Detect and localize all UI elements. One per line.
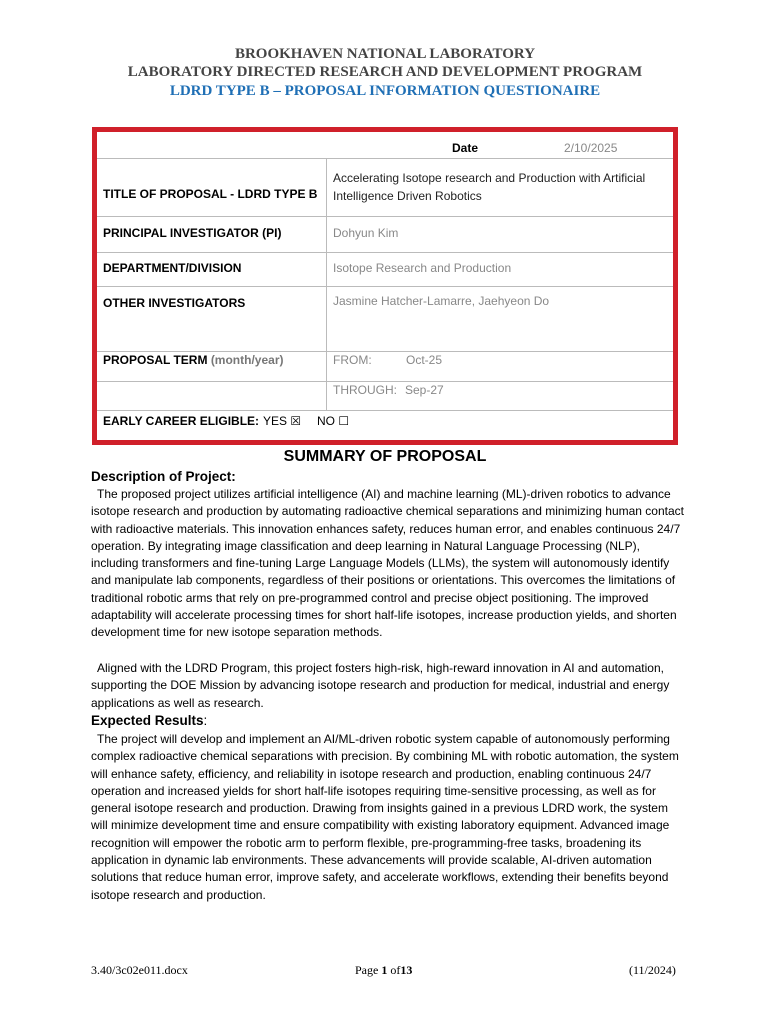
footer-page-number xyxy=(355,963,412,978)
page-of: of xyxy=(390,963,401,977)
header-program: LABORATORY DIRECTED RESEARCH AND DEVELOPMENT PROGRAM xyxy=(127,64,643,80)
footer-revision: (11/2024) xyxy=(629,963,676,977)
yes-label: YES xyxy=(263,414,288,428)
proposal-term-text: PROPOSAL TERM xyxy=(103,353,208,367)
title-label: TITLE OF PROPOSAL - LDRD TYPE B xyxy=(103,187,318,201)
row-divider xyxy=(97,158,673,159)
column-divider xyxy=(326,158,327,410)
summary-title: SUMMARY OF PROPOSAL xyxy=(283,448,487,465)
footer-doc-id: 3.40/3c02e011.docx xyxy=(91,963,188,977)
row-divider xyxy=(97,381,673,382)
header-form-title: LDRD TYPE B – PROPOSAL INFORMATION QUESTIONAIRE xyxy=(169,83,601,99)
term-from-value: Oct-25 xyxy=(406,353,443,367)
row-divider xyxy=(97,286,673,287)
no-label: NO xyxy=(317,414,335,428)
department-label: DEPARTMENT/DIVISION xyxy=(103,261,242,275)
row-divider xyxy=(97,351,673,352)
term-through-label: THROUGH: xyxy=(333,383,397,397)
description-paragraph-1: The proposed project utilizes artificial intelligence (AI) and machine learning (ML)-driven robotics to advance isotope research and production by automating radioactive chemical separations and minimizing human contact with radioactive materials. This innovation enhances safety, reduces human error, and enables continuous 24/7 operation. By integrating image classification and deep learning in Natural Language Processing (NLP), including transformers and fine-tuning Large Language Models (LLMs), the system will autonomously identify and manipulate lab components, regardless of their positions or orientations. This overcomes the limitations of traditional robotic arms that rely on pre-programmed control and precise object positioning. The improved adaptability will accelerate processing times for short half-life isotopes, increase production yields, and shorten development time for new isotope separation methods. xyxy=(91,487,684,640)
early-career-label: EARLY CAREER ELIGIBLE: xyxy=(103,414,260,428)
row-divider xyxy=(97,410,673,411)
pi-label: PRINCIPAL INVESTIGATOR (PI) xyxy=(103,226,282,240)
row-divider xyxy=(97,252,673,253)
header-institution: BROOKHAVEN NATIONAL LABORATORY xyxy=(234,46,536,62)
expected-results-paragraph: The project will develop and implement an AI/ML-driven robotic system capable of autonomously performing complex radioactive chemical separations with precision. By combining ML with robotic automation, the system will enhance safety, efficiency, and reliability in isotope research and production, enabling continuous 24/7 operation and increased yields for short half-life isotopes requiring time-sensitive processing, as well as for general isotope research and production. Drawing from insights gained in a previous LDRD work, the system will minimize development time and ensure compatibility with existing laboratory equipment. Advanced image recognition will empower the robotic arm to perform flexible, pre-programming-free tasks, broadening its application in dynamic lab environments. These advancements will provide scalable, AI-driven automation solutions that reduce human error, improve safety, and accelerate workflows, extending their benefits beyond isotope research and production. xyxy=(91,732,679,902)
expected-results-heading-text: Expected Results xyxy=(91,713,204,728)
proposal-term-sub: (month/year) xyxy=(210,353,284,367)
row-divider xyxy=(97,216,673,217)
description-heading: Description of Project: xyxy=(91,469,236,484)
other-investigators-label: OTHER INVESTIGATORS xyxy=(103,296,246,310)
expected-results-colon: : xyxy=(203,713,208,728)
proposal-info-form xyxy=(92,127,678,445)
pi-value: Dohyun Kim xyxy=(333,226,399,240)
early-career-yes[interactable] xyxy=(263,414,301,428)
unchecked-box-icon[interactable]: ☐ xyxy=(338,414,350,428)
proposal-term-label xyxy=(103,353,284,367)
page-current: 1 xyxy=(381,963,388,977)
term-from-label: FROM: xyxy=(333,353,372,367)
term-through-value: Sep-27 xyxy=(405,383,444,397)
other-investigators-value: Jasmine Hatcher-Lamarre, Jaehyeon Do xyxy=(333,294,550,308)
title-value: Accelerating Isotope research and Production with Artificial Intelligence Driven Robotics xyxy=(333,171,646,203)
expected-results-heading xyxy=(91,713,207,728)
checked-box-icon[interactable]: ☒ xyxy=(290,414,302,428)
page-total: 13 xyxy=(400,963,413,977)
date-label: Date xyxy=(452,141,479,155)
early-career-no[interactable] xyxy=(317,414,349,428)
description-paragraph-2: Aligned with the LDRD Program, this project fosters high-risk, high-reward innovation in AI and automation, supporting the DOE Mission by advancing isotope research and production for medical, industrial and energy applications as well as research. xyxy=(91,661,670,710)
department-value: Isotope Research and Production xyxy=(333,261,512,275)
date-value: 2/10/2025 xyxy=(564,141,618,155)
page-prefix: Page xyxy=(355,963,379,977)
